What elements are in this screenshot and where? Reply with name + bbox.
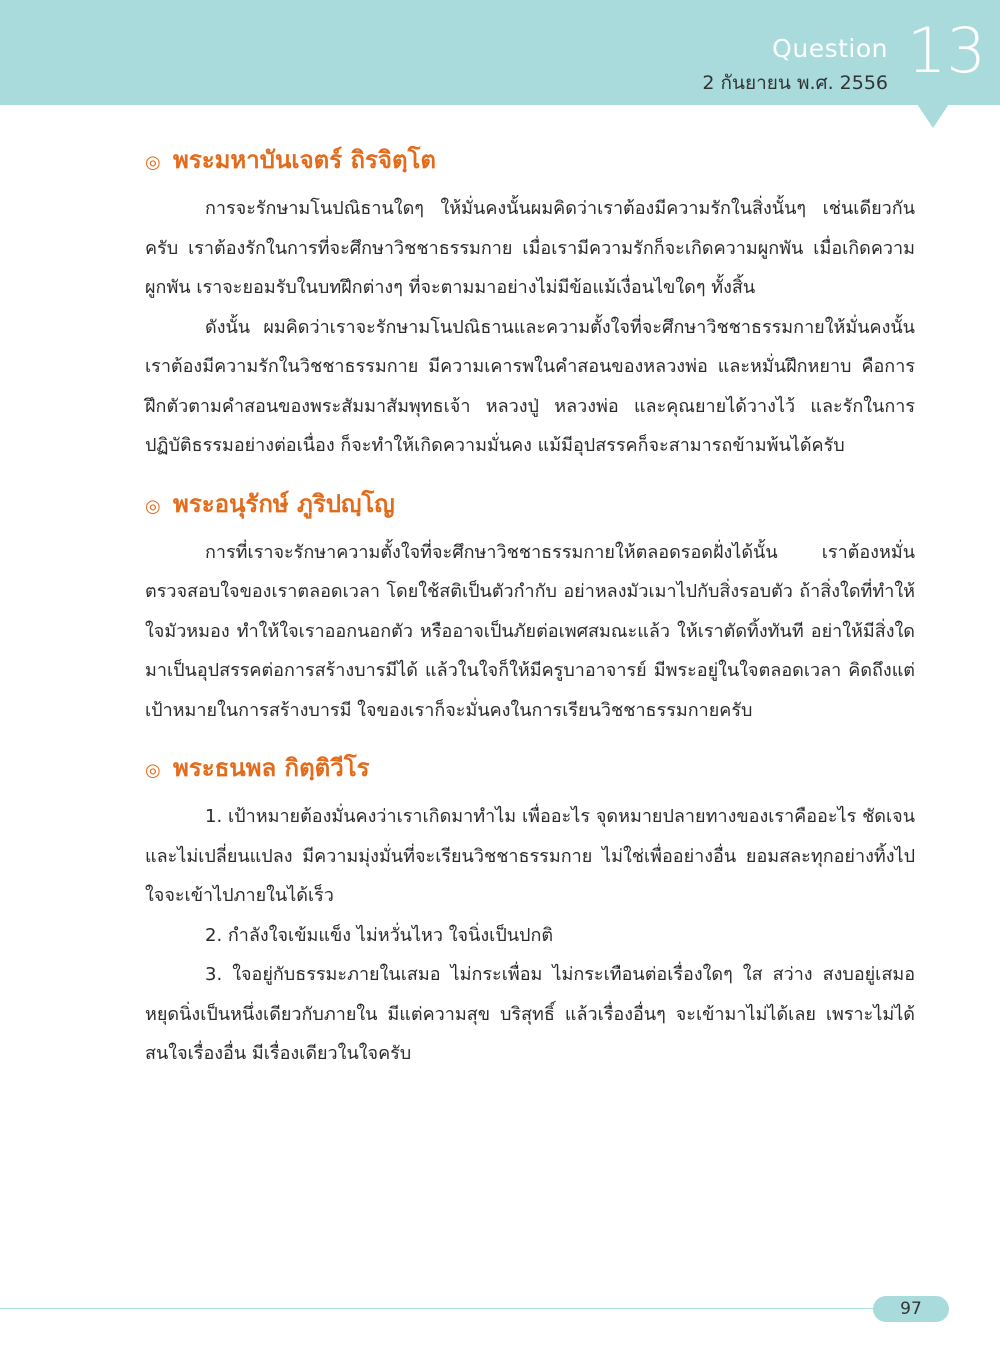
- paragraph: การที่เราจะรักษาความตั้งใจที่จะศึกษาวิชชาธรรมกายให้ตลอดรอดฝั่งได้นั้น เราต้องหมั่นตรวจสอบใจของเราตลอดเวลา โดยใช้สติเป็นตัวกำกับ อย่าหลงมัวเมาไปกับสิ่งรอบตัว ถ้าสิ่งใดที่ทำให้ใจมัวหมอง ทำให้ใจเราออกนอกตัว หรืออาจเป็นภัยต่อเพศสมณะแล้ว ให้เราตัดทิ้งทันที อย่าให้มีสิ่งใดมาเป็นอุปสรรคต่อการสร้างบารมีได้ แล้วในใจก็ให้มีครูบาอาจารย์ มีพระอยู่ในใจตลอดเวลา คิดถึงแต่เป้าหมายในการสร้างบารมี ใจของเราก็จะมั่นคงในการเรียนวิชชาธรรมกายครับ: [145, 541, 915, 721]
- list-item: 1. เป้าหมายต้องมั่นคงว่าเราเกิดมาทำไม เพื่ออะไร จุดหมายปลายทางของเราคืออะไร ชัดเจน และไม่เปลี่ยนแปลง มีความมุ่งมั่นที่จะเรียนวิชชาธรรมกาย ไม่ใช่เพื่ออย่างอื่น ยอมสละทุกอย่างทิ้งไป ใจจะเข้าไปภายในได้เร็ว: [145, 806, 915, 906]
- section-title: [145, 140, 915, 183]
- paragraph: การจะรักษามโนปณิธานใดๆ ให้มั่นคงนั้นผมคิดว่าเราต้องมีความรักในสิ่งนั้นๆ เช่นเดียวกันครับ เราต้องรักในการที่จะศึกษาวิชชาธรรมกาย เมื่อเรามีความรักก็จะเกิดความผูกพัน เมื่อเกิดความผูกพัน เราจะยอมรับในบทฝึกต่างๆ ที่จะตามมาอย่างไม่มีข้อแม้เงื่อนไขใดๆ ทั้งสิ้น: [145, 198, 915, 298]
- list-item: 2. กำลังใจเข้มแข็ง ไม่หวั่นไหว ใจนิ่งเป็นปกติ: [205, 924, 554, 946]
- header-speech-tail: [917, 104, 949, 128]
- section-title: [145, 748, 915, 791]
- footer-divider: [0, 1308, 900, 1309]
- paragraph: ดังนั้น ผมคิดว่าเราจะรักษามโนปณิธานและความตั้งใจที่จะศึกษาวิชชาธรรมกายให้มั่นคงนั้นเราต้องมีความรักในวิชชาธรรมกาย มีความเคารพในคำสอนของหลวงพ่อ และหมั่นฝึกหยาบ คือการฝึกตัวตามคำสอนของพระสัมมาสัมพุทธเจ้า หลวงปู่ หลวงพ่อ และคุณยายได้วางไว้ และรักในการปฏิบัติธรรมอย่างต่อเนื่อง ก็จะทำให้เกิดความมั่นคง แม้มีอุปสรรคก็จะสามารถข้ามพ้นได้ครับ: [145, 316, 915, 456]
- bullet-icon: ◎: [145, 152, 161, 173]
- page-number: 97: [873, 1296, 949, 1322]
- list-item: 3. ใจอยู่กับธรรมะภายในเสมอ ไม่กระเพื่อม ไม่กระเทือนต่อเรื่องใดๆ ใส สว่าง สงบอยู่เสมอ หยุดนิ่งเป็นหนึ่งเดียวกับภายใน มีแต่ความสุข บริสุทธิ์ แล้วเรื่องอื่นๆ จะเข้ามาไม่ได้เลย เพราะไม่ได้สนใจเรื่องอื่น มีเรื่องเดียวในใจครับ: [145, 964, 915, 1064]
- section-title: [145, 484, 915, 527]
- section-name: พระธนพล กิตฺติวีโร: [173, 754, 370, 782]
- bullet-icon: ◎: [145, 495, 161, 517]
- question-label: Question: [772, 34, 888, 63]
- bullet-icon: ◎: [145, 760, 161, 781]
- question-number: 13: [907, 14, 986, 87]
- section-name: พระมหาบันเจตร์ ถิรจิตฺโต: [173, 146, 437, 174]
- section-2: [145, 484, 915, 731]
- section-1: [145, 140, 915, 466]
- section-3: [145, 748, 915, 1074]
- main-content: [145, 140, 915, 1092]
- section-name: พระอนุรักษ์ ภูริปญฺโญ: [173, 489, 395, 518]
- question-date: 2 กันยายน พ.ศ. 2556: [702, 72, 888, 94]
